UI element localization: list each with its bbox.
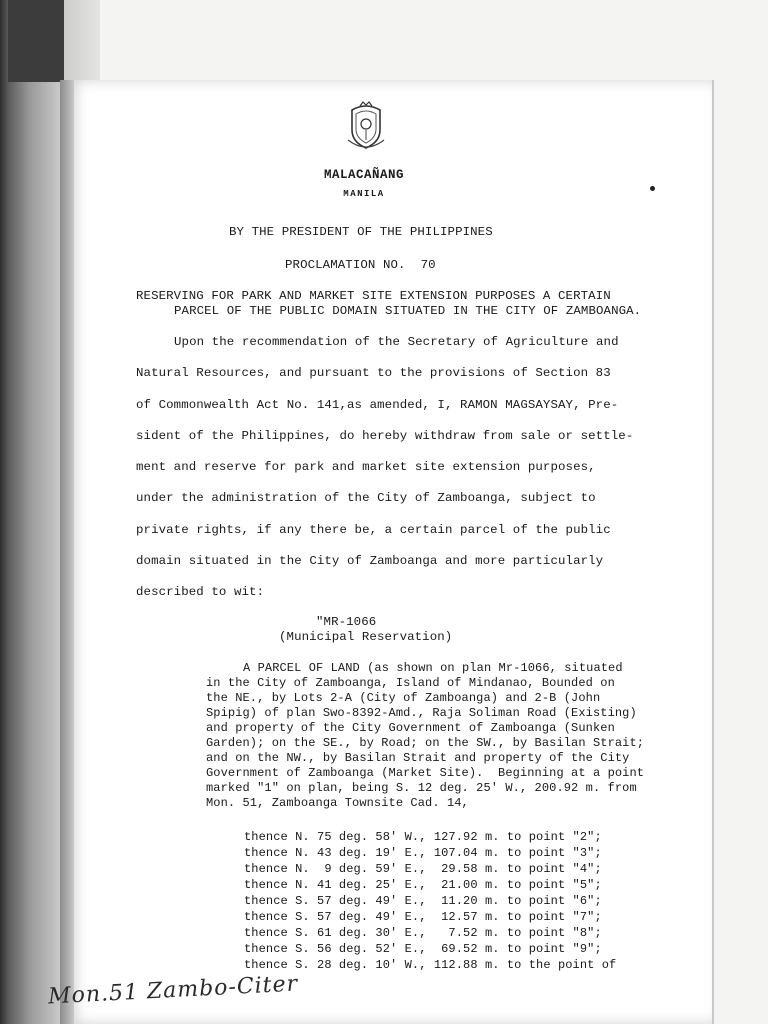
parcel-line: in the City of Zamboanga, Island of Mindanao, Bounded on [206,676,615,690]
presidential-seal-icon [344,100,388,152]
course-line: thence N. 75 deg. 58' W., 127.92 m. to point "2"; [244,830,602,844]
body-line: described to wit: [136,585,265,599]
reservation-subtitle: (Municipal Reservation) [279,630,453,644]
body-line: under the administration of the City of Zamboanga, subject to [136,491,596,505]
subject-line-1: RESERVING FOR PARK AND MARKET SITE EXTENSION PURPOSES A CERTAIN [136,289,611,303]
parcel-line: Government of Zamboanga (Market Site). Beginning at a point [206,766,645,780]
parcel-line: Garden); on the SE., by Road; on the SW., by Basilan Strait; [206,736,645,750]
parcel-line: Mon. 51, Zamboanga Townsite Cad. 14, [206,796,469,810]
header-city: MANILA [343,189,385,199]
parcel-line: and property of the City Government of Zamboanga (Sunken [206,721,615,735]
body-line: private rights, if any there be, a certain parcel of the public [136,523,611,537]
course-line: thence S. 56 deg. 52' E., 69.52 m. to point "9"; [244,942,602,956]
body-line: sident of the Philippines, do hereby withdraw from sale or settle- [136,429,634,443]
body-line: ment and reserve for park and market site extension purposes, [136,460,596,474]
parcel-line: A PARCEL OF LAND (as shown on plan Mr-1066, situated [243,661,623,675]
page-right-edge [712,80,714,1024]
parcel-line: Spipig) of plan Swo-8392-Amd., Raja Soliman Road (Existing) [206,706,637,720]
body-line: domain situated in the City of Zamboanga and more particularly [136,554,604,568]
course-line: thence S. 57 deg. 49' E., 11.20 m. to point "6"; [244,894,602,908]
subject-line-2: PARCEL OF THE PUBLIC DOMAIN SITUATED IN THE CITY OF ZAMBOANGA. [174,304,642,318]
handwritten-note: Mon.51 Zambo-Citer [47,971,299,1010]
proclamation-number: PROCLAMATION NO. 70 [285,258,436,272]
course-line: thence N. 9 deg. 59' E., 29.58 m. to point "4"; [244,862,602,876]
course-line: thence S. 28 deg. 10' W., 112.88 m. to the point of [244,958,617,972]
by-line: BY THE PRESIDENT OF THE PHILIPPINES [229,225,493,239]
parcel-line: the NE., by Lots 2-A (City of Zamboanga) and 2-B (John [206,691,601,705]
ink-speck [650,186,655,191]
parcel-line: marked "1" on plan, being S. 12 deg. 25' W., 200.92 m. from [206,781,637,795]
parcel-line: and on the NW., by Basilan Strait and property of the City [206,751,630,765]
course-line: thence S. 57 deg. 49' E., 12.57 m. to point "7"; [244,910,602,924]
body-line: Natural Resources, and pursuant to the provisions of Section 83 [136,366,611,380]
course-line: thence N. 43 deg. 19' E., 107.04 m. to point "3"; [244,846,602,860]
body-line: of Commonwealth Act No. 141,as amended, I, RAMON MAGSAYSAY, Pre- [136,398,619,412]
scan-shadow [8,0,64,82]
page-binding-edge [60,80,74,1024]
body-line: Upon the recommendation of the Secretary of Agriculture and [174,335,619,349]
reservation-title: "MR-1066 [316,615,377,629]
course-line: thence S. 61 deg. 30' E., 7.52 m. to point "8"; [244,926,602,940]
course-line: thence N. 41 deg. 25' E., 21.00 m. to point "5"; [244,878,602,892]
header-place: MALACAÑANG [323,168,404,182]
